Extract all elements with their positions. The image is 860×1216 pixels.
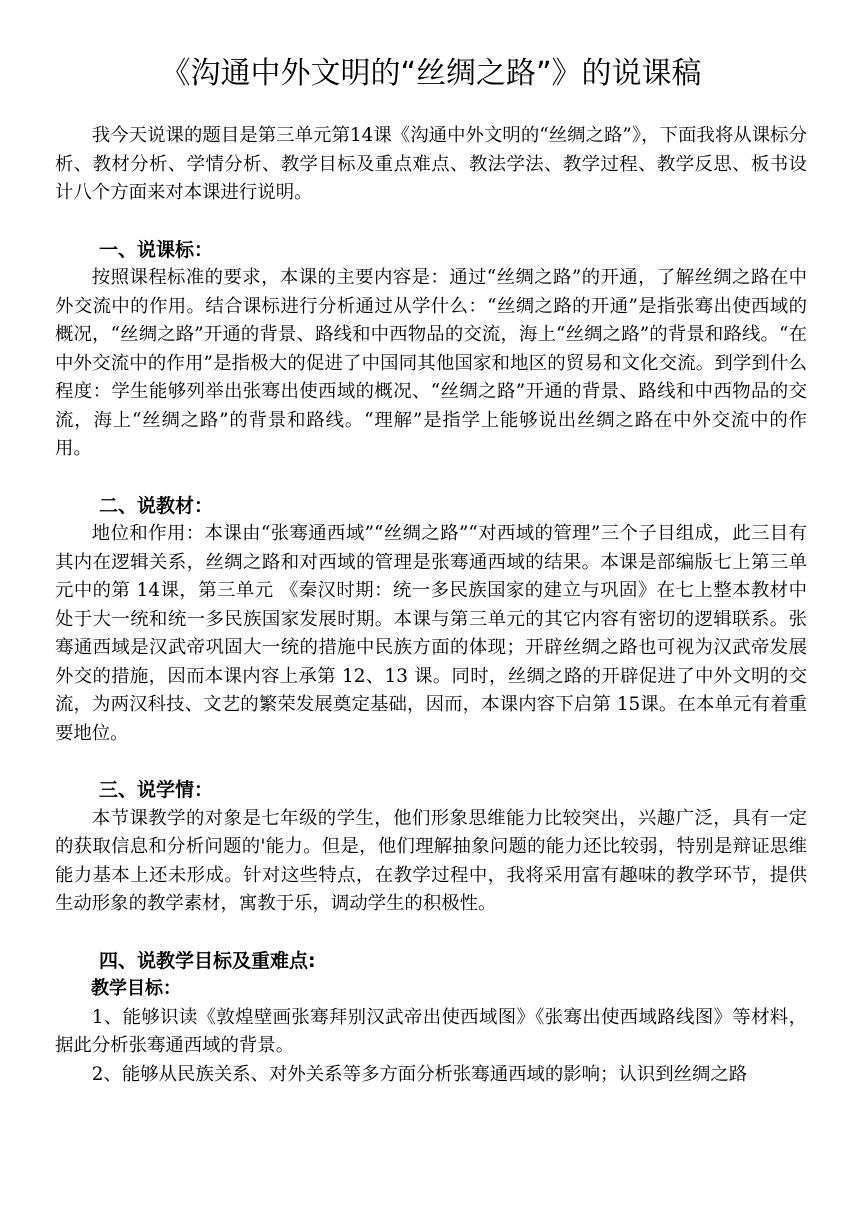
section-heading-students: 三、说学情： xyxy=(99,779,214,801)
section-paragraph-textbook: 地位和作用：本课由“张骞通西域”“丝绸之路”“对西域的管理”三个子目组成，此三目有其内在逻辑关系，丝绸之路和对西域的管理是张骞通西域的结果。本课是部编版七上第三单元中的第 14课，第三单元 《秦汉时期：统一多民族国家的建立与巩固》在七上整本教材中处于大一统和统一多民族国家发展时期。本课与第三单元的其它内容有密切的逻辑联系。张骞通西域是汉武帝巩固大一统的措施中民族方面的体现；开辟丝绸之路也可视为汉武帝发展外交的措施，因而本课内容上承第 12、13 课。同时，丝绸之路的开辟促进了中外文明的交流，为两汉科技、文艺的繁荣发展奠定基础，因而，本课内容下启第 15课。在本单元有着重要地位。 xyxy=(55,523,807,744)
section-heading-objectives: 四、说教学目标及重难点: xyxy=(99,949,316,972)
spacer xyxy=(55,919,807,947)
document-title: 《沟通中外文明的“丝绸之路”》的说课稿 xyxy=(160,56,702,91)
document-page xyxy=(55,52,807,1089)
spacer xyxy=(55,208,807,236)
spacer xyxy=(55,748,807,776)
section-paragraph-curriculum: 按照课程标准的要求，本课的主要内容是：通过“丝绸之路”的开通，了解丝绸之路在中外交流中的作用。结合课标进行分析通过从学什么：“丝绸之路的开通”是指张骞出使西域的概况，“丝绸之路”开通的背景、路线和中西物品的交流，海上“丝绸之路”的背景和路线。“在中外交流中的作用”是指极大的促进了中国同其他国家和地区的贸易和文化交流。到学到什么程度：学生能够列举出张骞出使西域的概况、“丝绸之路”开通的背景、路线和中西物品的交流，海上“丝绸之路”的背景和路线。“理解”是指学上能够说出丝绸之路在中外交流中的作用。 xyxy=(55,267,807,459)
section-paragraph-students: 本节课教学的对象是七年级的学生，他们形象思维能力比较突出，兴趣广泛，具有一定的获取信息和分析问题的'能力。但是，他们理解抽象问题的能力还比较弱，特别是辩证思维能力基本上还未形成。针对这些特点，在教学过程中，我将采用富有趣味的教学环节，提供生动形象的教学素材，寓教于乐，调动学生的积极性。 xyxy=(55,807,807,914)
section-heading-curriculum: 一、说课标： xyxy=(99,238,214,261)
objectives-subheading: 教学目标： xyxy=(91,978,181,999)
section-heading-textbook: 二、说教材： xyxy=(99,494,214,517)
objective-item-1: 1、能够识读《敦煌壁画张骞拜别汉武帝出使西域图》《张骞出使西域路线图》等材料，据此分析张骞通西域的背景。 xyxy=(55,1006,807,1056)
intro-paragraph: 我今天说课的题目是第三单元第14课《沟通中外文明的“丝绸之路”》，下面我将从课标分析、教材分析、学情分析、教学目标及重点难点、教法学法、教学过程、教学反思、板书设计八个方面来对本课进行说明。 xyxy=(55,125,807,203)
spacer xyxy=(55,464,807,492)
objective-item-2: 2、能够从民族关系、对外关系等多方面分析张骞通西域的影响；认识到丝绸之路 xyxy=(91,1063,748,1085)
